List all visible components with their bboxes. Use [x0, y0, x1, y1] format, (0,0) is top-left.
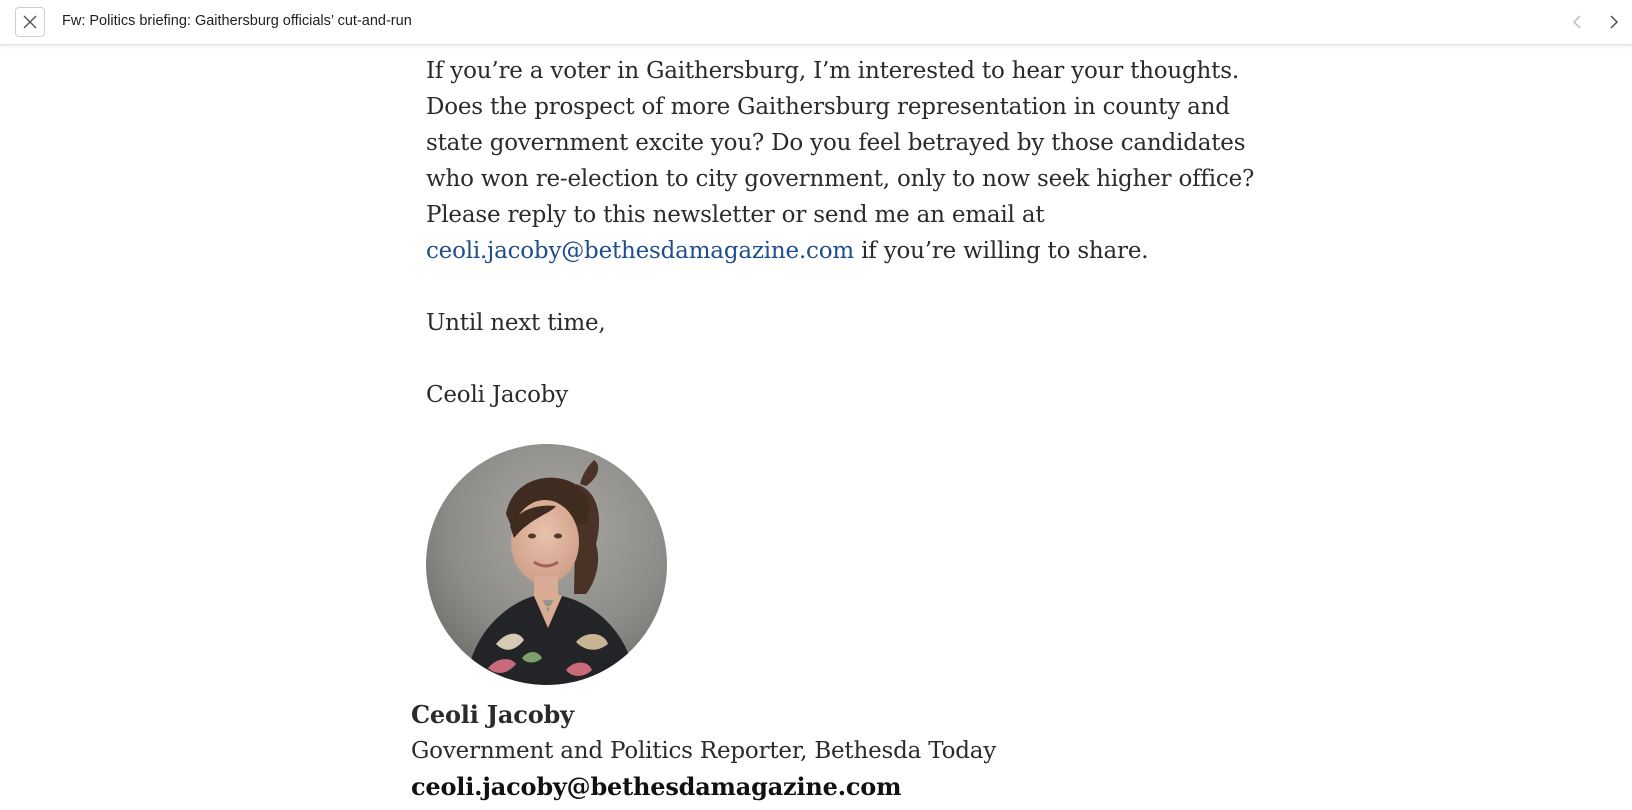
close-button[interactable] [15, 7, 45, 37]
signoff-name: Ceoli Jacoby [426, 382, 569, 408]
avatar [426, 444, 667, 685]
previous-message-button[interactable] [1566, 11, 1588, 33]
email-link[interactable]: ceoli.jacoby@bethesdamagazine.com [426, 238, 854, 264]
body-paragraph [426, 53, 1276, 269]
signature-title: Government and Politics Reporter, Bethesda Today [411, 738, 997, 764]
paragraph-text-start: If you’re a voter in Gaithersburg, I’m interested to hear your thoughts. Does the prospect of more Gaithersburg representation in county and state government excite you? Do you feel betrayed by those candidates who won re-election to city government, only to now seek higher office? Please reply to this newsletter or send me an email at [426, 58, 1255, 228]
closing-line: Until next time, [426, 310, 606, 336]
chevron-left-icon [1572, 14, 1582, 30]
author-photo [426, 444, 667, 685]
signature-email-link[interactable]: ceoli.jacoby@bethesdamagazine.com [411, 772, 902, 801]
close-icon [23, 15, 37, 29]
message-body [0, 44, 1632, 810]
paragraph-text-end: if you’re willing to share. [854, 238, 1149, 264]
message-header-bar [0, 0, 1632, 45]
next-message-button[interactable] [1603, 11, 1625, 33]
signature-name: Ceoli Jacoby [411, 700, 574, 729]
message-subject: Fw: Politics briefing: Gaithersburg officials’ cut-and-run [62, 13, 412, 29]
chevron-right-icon [1609, 14, 1619, 30]
